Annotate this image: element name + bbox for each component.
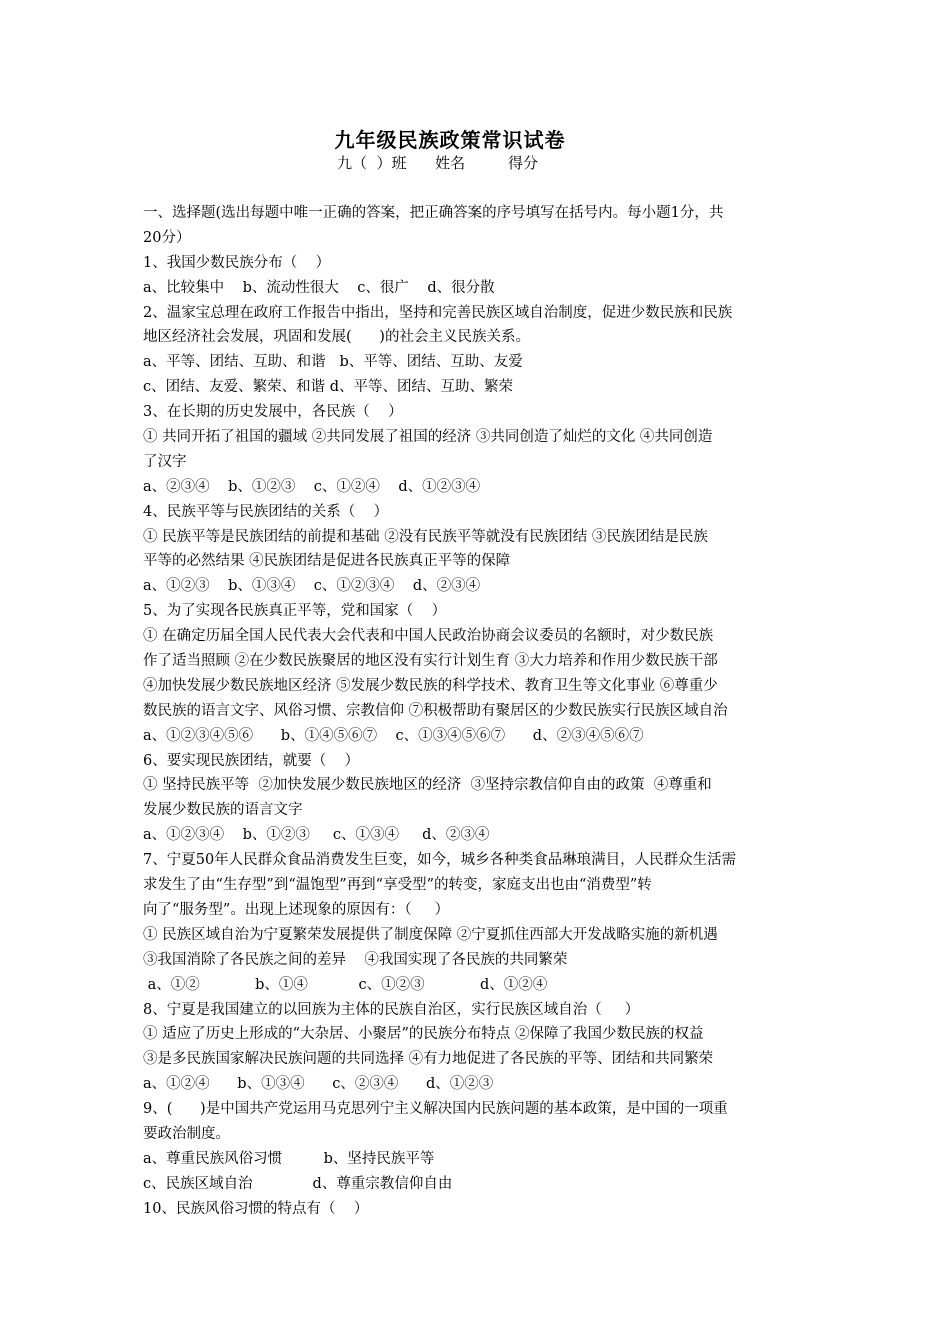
text-line: 1、我国少数民族分布（ ） xyxy=(143,254,331,271)
text-line: ① 民族平等是民族团结的前提和基础 ②没有民族平等就没有民族团结 ③民族团结是民族 xyxy=(143,528,708,545)
text-line: ③是多民族国家解决民族问题的共同选择 ④有力地促进了各民族的平等、团结和共同繁荣 xyxy=(143,1051,714,1068)
text-line: 数民族的语言文字、风俗习惯、宗教信仰 ⑦积极帮助有聚居区的少数民族实行民族区域自治 xyxy=(143,702,728,719)
text-line: 地区经济社会发展，巩固和发展( )的社会主义民族关系。 xyxy=(143,329,530,346)
text-line: 9、( )是中国共产党运用马克思列宁主义解决国内民族问题的基本政策，是中国的一项重 xyxy=(143,1101,728,1118)
text-line: 2、温家宝总理在政府工作报告中指出，坚持和完善民族区域自治制度，促进少数民族和民族 xyxy=(143,304,733,321)
text-line: a、①②③ b、①③④ c、①②③④ d、②③④ xyxy=(143,578,481,595)
text-line: 发展少数民族的语言文字 xyxy=(143,802,303,819)
text-line: 7、宁夏50年人民群众食品消费发生巨变，如今，城乡各种类食品琳琅满目，人民群众生活需 xyxy=(143,852,737,869)
text-line: 了汉字 xyxy=(143,453,187,470)
text-line: ① 在确定历届全国人民代表大会代表和中国人民政治协商会议委员的名额时，对少数民族 xyxy=(143,628,714,645)
text-line: 求发生了由“生存型”到“温饱型”再到“享受型”的转变，家庭支出也由“消费型”转 xyxy=(143,877,652,894)
text-line: 5、为了实现各民族真正平等，党和国家（ ） xyxy=(143,603,447,620)
text-line: 20分） xyxy=(143,229,191,246)
text-line: a、①② b、①④ c、①②③ d、①②④ xyxy=(143,976,548,993)
text-line: a、①②④ b、①③④ c、②③④ d、①②③ xyxy=(143,1076,494,1093)
question-content xyxy=(143,201,808,1222)
text-line: 3、在长期的历史发展中，各民族（ ） xyxy=(143,404,403,421)
text-line: ① 适应了历史上形成的“大杂居、小聚居”的民族分布特点 ②保障了我国少数民族的权益 xyxy=(143,1026,704,1043)
text-line: ① 共同开拓了祖国的疆域 ②共同发展了祖国的经济 ③共同创造了灿烂的文化 ④共同创造 xyxy=(143,429,713,446)
text-line: 6、要实现民族团结，就要（ ） xyxy=(143,752,360,769)
text-line: 8、宁夏是我国建立的以回族为主体的民族自治区，实行民族区域自治（ ） xyxy=(143,1001,640,1018)
text-line: 平等的必然结果 ④民族团结是促进各民族真正平等的保障 xyxy=(143,553,511,570)
text-line: ① 民族区域自治为宁夏繁荣发展提供了制度保障 ②宁夏抓住西部大开发战略实施的新机遇 xyxy=(143,926,718,943)
text-line: a、尊重民族风俗习惯 b、坚持民族平等 xyxy=(143,1150,435,1167)
text-line: a、②③④ b、①②③ c、①②④ d、①②③④ xyxy=(143,478,481,495)
text-line: a、①②③④⑤⑥ b、①④⑤⑥⑦ c、①③④⑤⑥⑦ d、②③④⑤⑥⑦ xyxy=(143,727,644,744)
text-line: 4、民族平等与民族团结的关系（ ） xyxy=(143,503,389,520)
text-line: ③我国消除了各民族之间的差异 ④我国实现了各民族的共同繁荣 xyxy=(143,951,568,968)
text-line: 10、民族风俗习惯的特点有（ ） xyxy=(143,1200,369,1217)
student-info-line: 九（ ）班 姓名 得分 xyxy=(337,154,539,172)
text-line: a、①②③④ b、①②③ c、①③④ d、②③④ xyxy=(143,827,490,844)
text-line: c、民族区域自治 d、尊重宗教信仰自由 xyxy=(143,1175,453,1192)
text-line: 作了适当照顾 ②在少数民族聚居的地区没有实行计划生育 ③大力培养和作用少数民族干部 xyxy=(143,653,718,670)
text-line: a、平等、团结、互助、和谐 b、平等、团结、互助、友爱 xyxy=(143,354,523,371)
exam-title: 九年级民族政策常识试卷 xyxy=(334,128,566,152)
text-line: a、比较集中 b、流动性很大 c、很广 d、很分散 xyxy=(143,279,495,296)
text-line: c、团结、友爱、繁荣、和谐 d、平等、团结、互助、繁荣 xyxy=(143,379,514,396)
text-line: ① 坚持民族平等 ②加快发展少数民族地区的经济 ③坚持宗教信仰自由的政策 ④尊重和 xyxy=(143,777,712,794)
text-line: 向了“服务型”。出现上述现象的原因有：（ ） xyxy=(143,901,450,918)
text-line: 要政治制度。 xyxy=(143,1125,230,1142)
text-line: ④加快发展少数民族地区经济 ⑤发展少数民族的科学技术、教育卫生等文化事业 ⑥尊重少 xyxy=(143,677,718,694)
text-line: 一、选择题(选出每题中唯一正确的答案，把正确答案的序号填写在括号内。每小题1分，共 xyxy=(143,205,724,221)
